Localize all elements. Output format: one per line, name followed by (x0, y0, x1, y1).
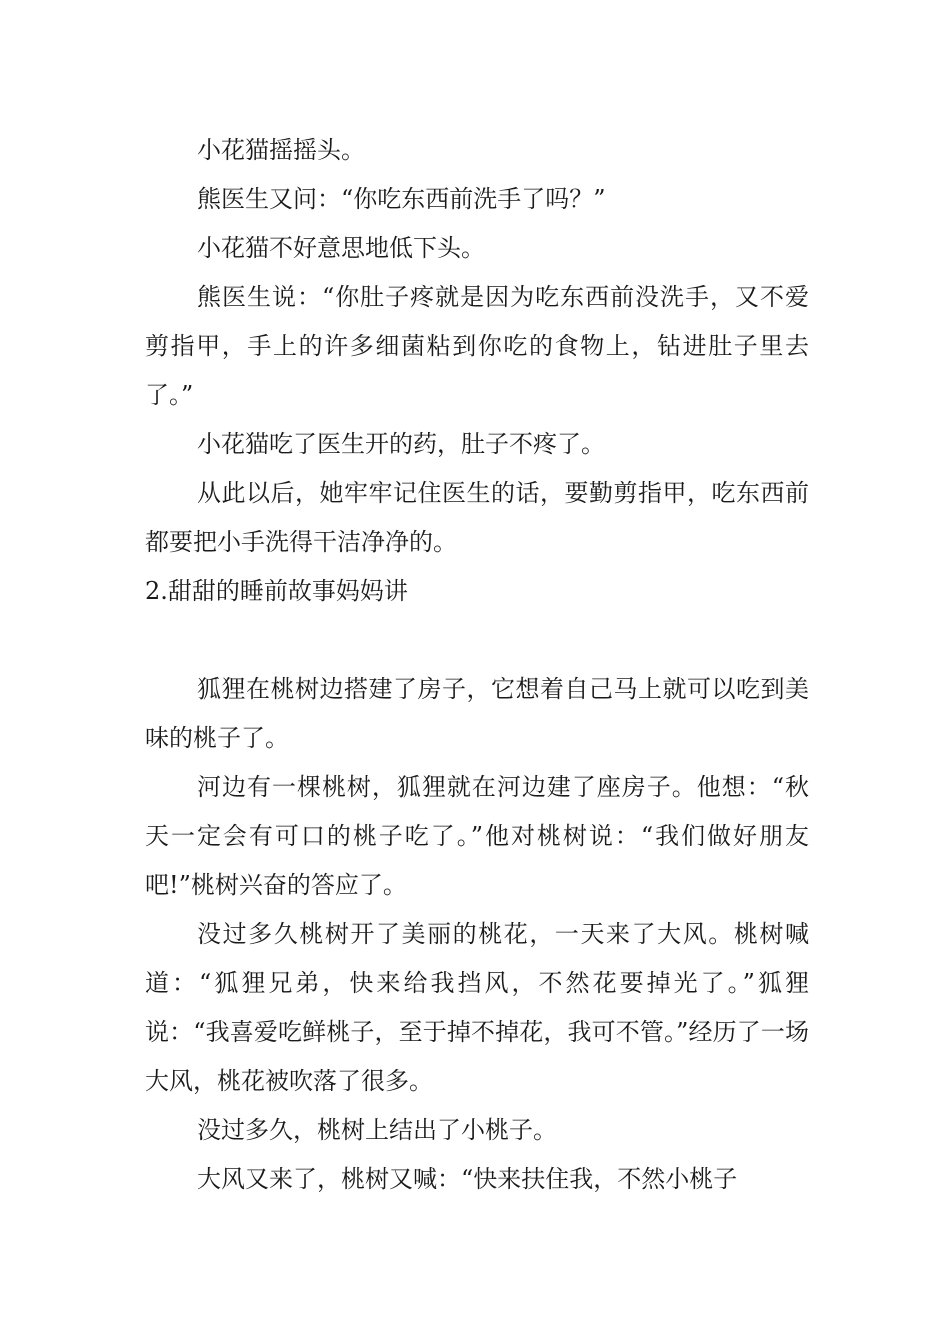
paragraph: 没过多久，桃树上结出了小桃子。 (197, 1116, 557, 1144)
paragraph: 小花猫摇摇头。 (197, 136, 365, 164)
paragraph: 熊医生说：“你肚子疼就是因为吃东西前没洗手，又不爱剪指甲，手上的许多细菌粘到你吃的食物上，钻进肚子里去了。” (145, 283, 809, 409)
paragraph: 没过多久桃树开了美丽的桃花，一天来了大风。桃树喊道：“狐狸兄弟，快来给我挡风，不然花要掉光了。”狐狸说：“我喜爱吃鲜桃子，至于掉不掉花，我可不管。”经历了一场大风，桃花被吹落了很多。 (145, 920, 809, 1095)
document-body (145, 126, 809, 1204)
paragraph: 小花猫吃了医生开的药，肚子不疼了。 (197, 430, 605, 458)
section-heading: 2.甜甜的睡前故事妈妈讲 (145, 577, 408, 605)
paragraph: 从此以后，她牢牢记住医生的话，要勤剪指甲，吃东西前都要把小手洗得干洁净净的。 (145, 479, 809, 556)
paragraph: 大风又来了，桃树又喊：“快来扶住我，不然小桃子 (197, 1165, 738, 1193)
paragraph: 熊医生又问：“你吃东西前洗手了吗？” (197, 185, 606, 213)
paragraph: 狐狸在桃树边搭建了房子，它想着自己马上就可以吃到美味的桃子了。 (145, 675, 809, 752)
paragraph: 河边有一棵桃树，狐狸就在河边建了座房子。他想：“秋天一定会有可口的桃子吃了。”他对桃树说：“我们做好朋友吧!”桃树兴奋的答应了。 (145, 773, 809, 899)
paragraph: 小花猫不好意思地低下头。 (197, 234, 485, 262)
blank-line (145, 616, 809, 665)
